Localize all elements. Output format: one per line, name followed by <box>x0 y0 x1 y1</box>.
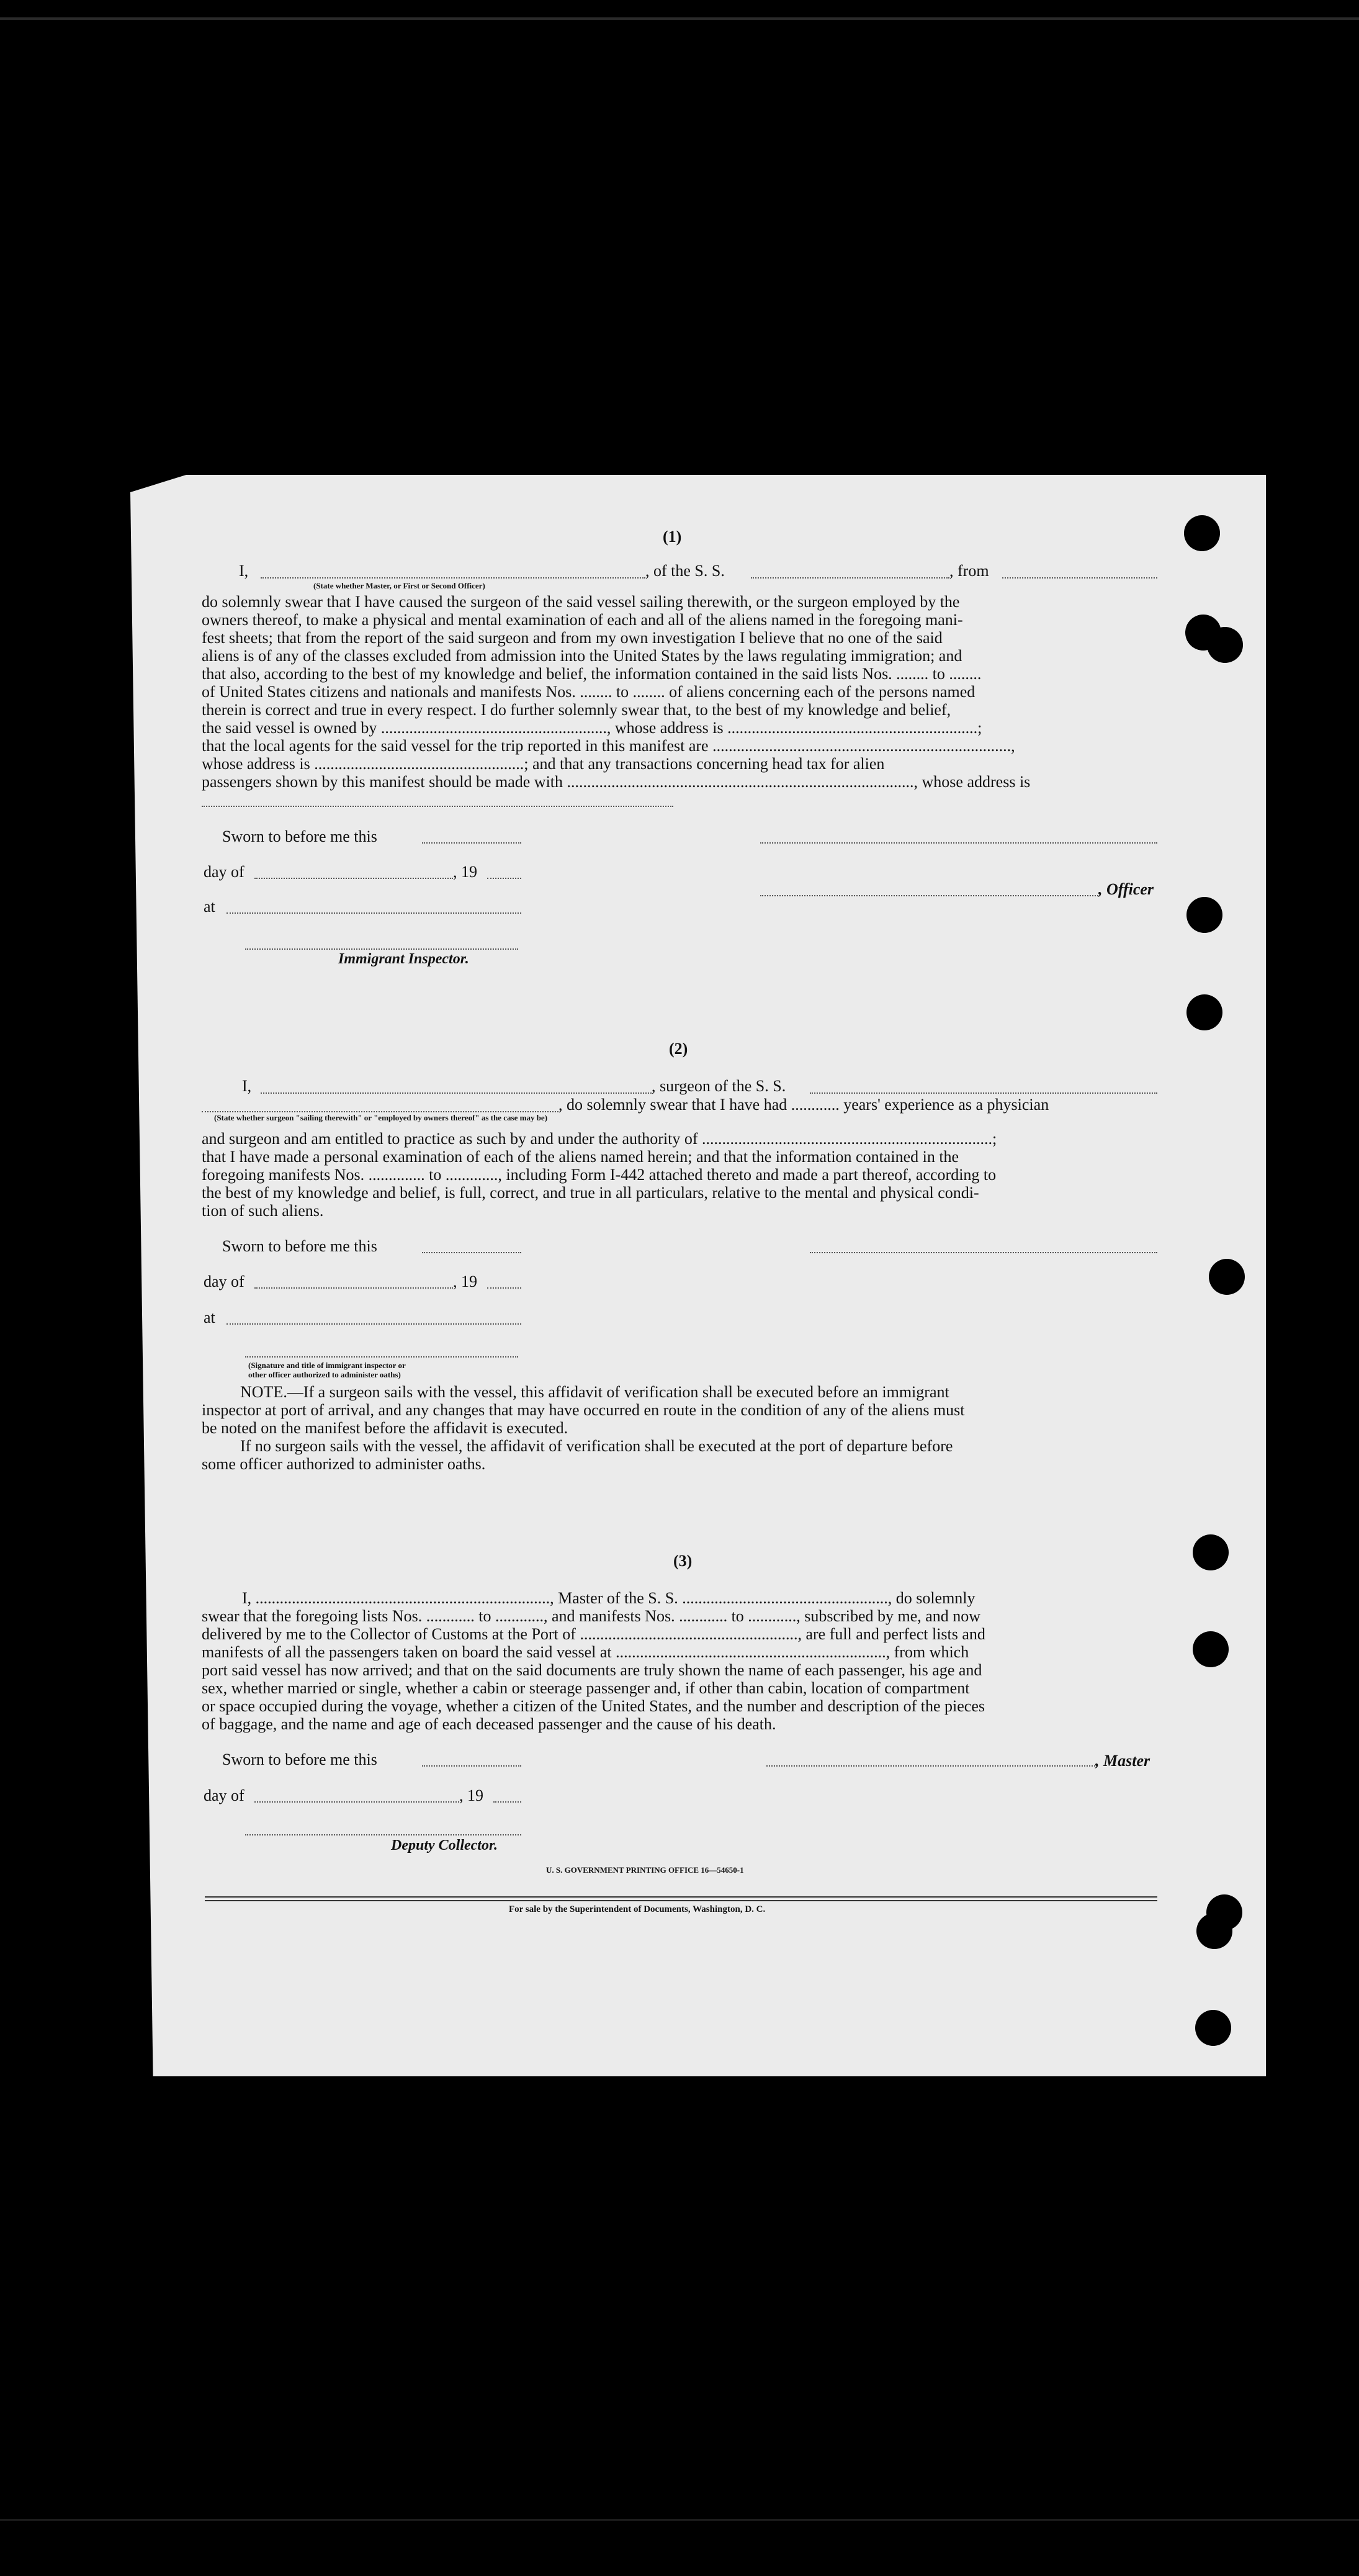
note-line: inspector at port of arrival, and any changes that may have occurred en route in the condition of any of the aliens must <box>202 1401 965 1419</box>
day-of-label-2: day of <box>204 1272 244 1290</box>
immigrant-inspector-label: Immigrant Inspector. <box>338 951 469 967</box>
surgeon-caption: (State whether surgeon "sailing therewith" or "employed by owners thereof" as the case may be) <box>214 1113 548 1122</box>
at-label-2: at <box>204 1308 215 1326</box>
officer-caption: (State whether Master, or First or Second Officer) <box>313 581 485 590</box>
punch-hole <box>1186 994 1222 1030</box>
officer-name-blank[interactable] <box>261 577 645 579</box>
gpo-imprint: U. S. GOVERNMENT PRINTING OFFICE 16—54650-1 <box>546 1865 744 1875</box>
section-3-heading: (3) <box>673 1552 693 1570</box>
officer-title-blank[interactable] <box>760 895 1098 896</box>
year-label-3: , 19 <box>459 1786 483 1804</box>
punch-hole <box>1207 627 1243 663</box>
day-of-label-3: day of <box>204 1786 244 1804</box>
oath-line: owners thereof, to make a physical and mental examination of each and all of the aliens named in the foregoing mani- <box>202 611 963 629</box>
section-2-oath <box>202 1130 1160 1220</box>
oath-line: the said vessel is owned by ........................................................, whose address is ..............................................................; <box>202 719 982 737</box>
sworn-label-2: Sworn to before me this <box>222 1237 377 1255</box>
sworn-label-3: Sworn to before me this <box>222 1750 377 1768</box>
vessel-name-blank[interactable] <box>751 577 949 579</box>
from-port-blank[interactable] <box>1002 577 1157 579</box>
sworn-date-blank-3[interactable] <box>422 1765 521 1767</box>
note-line: If no surgeon sails with the vessel, the affidavit of verification shall be executed at the port of departure before <box>240 1437 953 1455</box>
surgeon-of-label: , surgeon of the S. S. <box>652 1077 786 1095</box>
day-of-blank-3[interactable] <box>254 1801 459 1803</box>
inspector-signature-blank[interactable] <box>245 948 518 950</box>
section-1-oath <box>202 593 1160 791</box>
at-label-1: at <box>204 898 215 916</box>
year-label-1: , 19 <box>453 863 477 881</box>
oath-line: manifests of all the passengers taken on board the said vessel at ..................................................................., from which <box>202 1643 969 1661</box>
master-label: , Master <box>1095 1752 1150 1770</box>
oath-line: sex, whether married or single, whether a cabin or steerage passenger and, if other than cabin, location of compartment <box>202 1679 970 1697</box>
section-1-i: I, <box>239 562 249 580</box>
punch-hole <box>1184 515 1220 551</box>
scan-border-top <box>0 17 1359 20</box>
footer-rule <box>205 1900 1157 1901</box>
section-2-heading: (2) <box>669 1040 688 1058</box>
oath-line: of United States citizens and nationals and manifests Nos. ........ to ........ of aliens concerning each of the persons named <box>202 683 976 701</box>
oath-line: the best of my knowledge and belief, is full, correct, and true in all particulars, relative to the mental and physical condi- <box>202 1184 979 1202</box>
oath-line: passengers shown by this manifest should be made with ......................................................................................, whose address is <box>202 773 1031 791</box>
footer-rule <box>205 1896 1157 1898</box>
oath-line: tion of such aliens. <box>202 1202 324 1220</box>
year-blank-1[interactable] <box>487 878 521 879</box>
of-ss-label: , of the S. S. <box>645 562 725 580</box>
administering-officer-signature-blank[interactable] <box>245 1356 518 1358</box>
at-place-blank-1[interactable] <box>226 912 521 914</box>
oath-line: therein is correct and true in every respect. I do further solemnly swear that, to the best of my knowledge and belief, <box>202 701 951 719</box>
oath-line: whose address is ....................................................; and that any transactions concerning head tax for alien <box>202 755 885 773</box>
punch-hole <box>1209 1259 1245 1295</box>
note-line: be noted on the manifest before the affidavit is executed. <box>202 1419 568 1437</box>
day-of-blank-2[interactable] <box>254 1287 453 1289</box>
note-block <box>202 1383 1160 1473</box>
officer-label: , Officer <box>1098 880 1154 898</box>
head-tax-address-blank[interactable] <box>202 806 673 807</box>
master-signature-blank[interactable] <box>766 1765 1095 1767</box>
oath-line: fest sheets; that from the report of the said surgeon and from my own investigation I believe that no one of the said <box>202 629 943 647</box>
year-label-2: , 19 <box>453 1272 477 1290</box>
oath-line: port said vessel has now arrived; and that on the said documents are truly shown the name of each passenger, his age and <box>202 1661 982 1679</box>
oath-line: foregoing manifests Nos. .............. to ............., including Form I-442 attached thereto and made a part thereof, according to <box>202 1166 997 1184</box>
scan-border-bottom <box>0 2519 1359 2521</box>
note-line: NOTE.—If a surgeon sails with the vessel, this affidavit of verification shall be executed before an immigrant <box>240 1383 949 1401</box>
signature-caption-2: other officer authorized to administer oaths) <box>248 1370 401 1379</box>
officer-signature-blank[interactable] <box>760 842 1157 844</box>
oath-line: delivered by me to the Collector of Customs at the Port of ......................................................, are full and perfect lists and <box>202 1625 985 1643</box>
punch-hole <box>1186 897 1222 933</box>
punch-hole <box>1196 1913 1232 1949</box>
year-blank-2[interactable] <box>487 1287 521 1289</box>
sale-notice: For sale by the Superintendent of Documents, Washington, D. C. <box>509 1904 766 1914</box>
section-3-oath <box>202 1589 1160 1733</box>
surgeon-status-blank[interactable] <box>202 1111 558 1112</box>
sworn-date-blank-1[interactable] <box>422 842 521 844</box>
surgeon-signature-blank[interactable] <box>810 1252 1157 1253</box>
oath-line: or space occupied during the voyage, whether a citizen of the United States, and the number and description of the pieces <box>202 1697 985 1715</box>
oath-line: do solemnly swear that I have caused the surgeon of the said vessel sailing therewith, or the surgeon employed by the <box>202 593 960 611</box>
oath-line: aliens is of any of the classes excluded from admission into the United States by the laws regulating immigration; and <box>202 647 962 665</box>
deputy-collector-label: Deputy Collector. <box>391 1837 498 1853</box>
section-1-heading: (1) <box>663 528 682 546</box>
signature-caption-1: (Signature and title of immigrant inspector or <box>248 1361 406 1370</box>
oath-line: of baggage, and the name and age of each deceased passenger and the cause of his death. <box>202 1715 776 1733</box>
oath-line: and surgeon and am entitled to practice as such by and under the authority of ........................................................................; <box>202 1130 997 1148</box>
oath-line: I, ........................................................................., Master of the S. S. ..................................................., do solemnly <box>242 1589 976 1607</box>
note-line: some officer authorized to administer oaths. <box>202 1455 486 1473</box>
day-of-blank-1[interactable] <box>254 878 453 879</box>
sworn-label-1: Sworn to before me this <box>222 827 377 845</box>
oath-line: that also, according to the best of my knowledge and belief, the information contained in the said lists Nos. ........ to ........ <box>202 665 982 683</box>
from-label: , from <box>949 562 989 580</box>
year-blank-3[interactable] <box>493 1801 521 1803</box>
surgeon-name-blank[interactable] <box>261 1092 652 1094</box>
section-2-i: I, <box>242 1077 252 1095</box>
punch-hole <box>1195 2010 1231 2046</box>
sworn-date-blank-2[interactable] <box>422 1252 521 1253</box>
punch-hole <box>1193 1631 1229 1667</box>
oath-line: swear that the foregoing lists Nos. ............ to ............, and manifests Nos. ............ to ............, subscribed by me, and now <box>202 1607 981 1625</box>
day-of-label-1: day of <box>204 863 244 881</box>
punch-hole <box>1193 1534 1229 1570</box>
oath-line: that I have made a personal examination of each of the aliens named herein; and that the information contained in the <box>202 1148 959 1166</box>
surgeon-vessel-blank[interactable] <box>810 1092 1157 1094</box>
oath-line: that the local agents for the said vessel for the trip reported in this manifest are .........................................................................., <box>202 737 1015 755</box>
at-place-blank-2[interactable] <box>226 1323 521 1325</box>
surgeon-swear-text: , do solemnly swear that I have had ............ years' experience as a physician <box>558 1096 1049 1114</box>
deputy-signature-blank[interactable] <box>245 1834 521 1835</box>
